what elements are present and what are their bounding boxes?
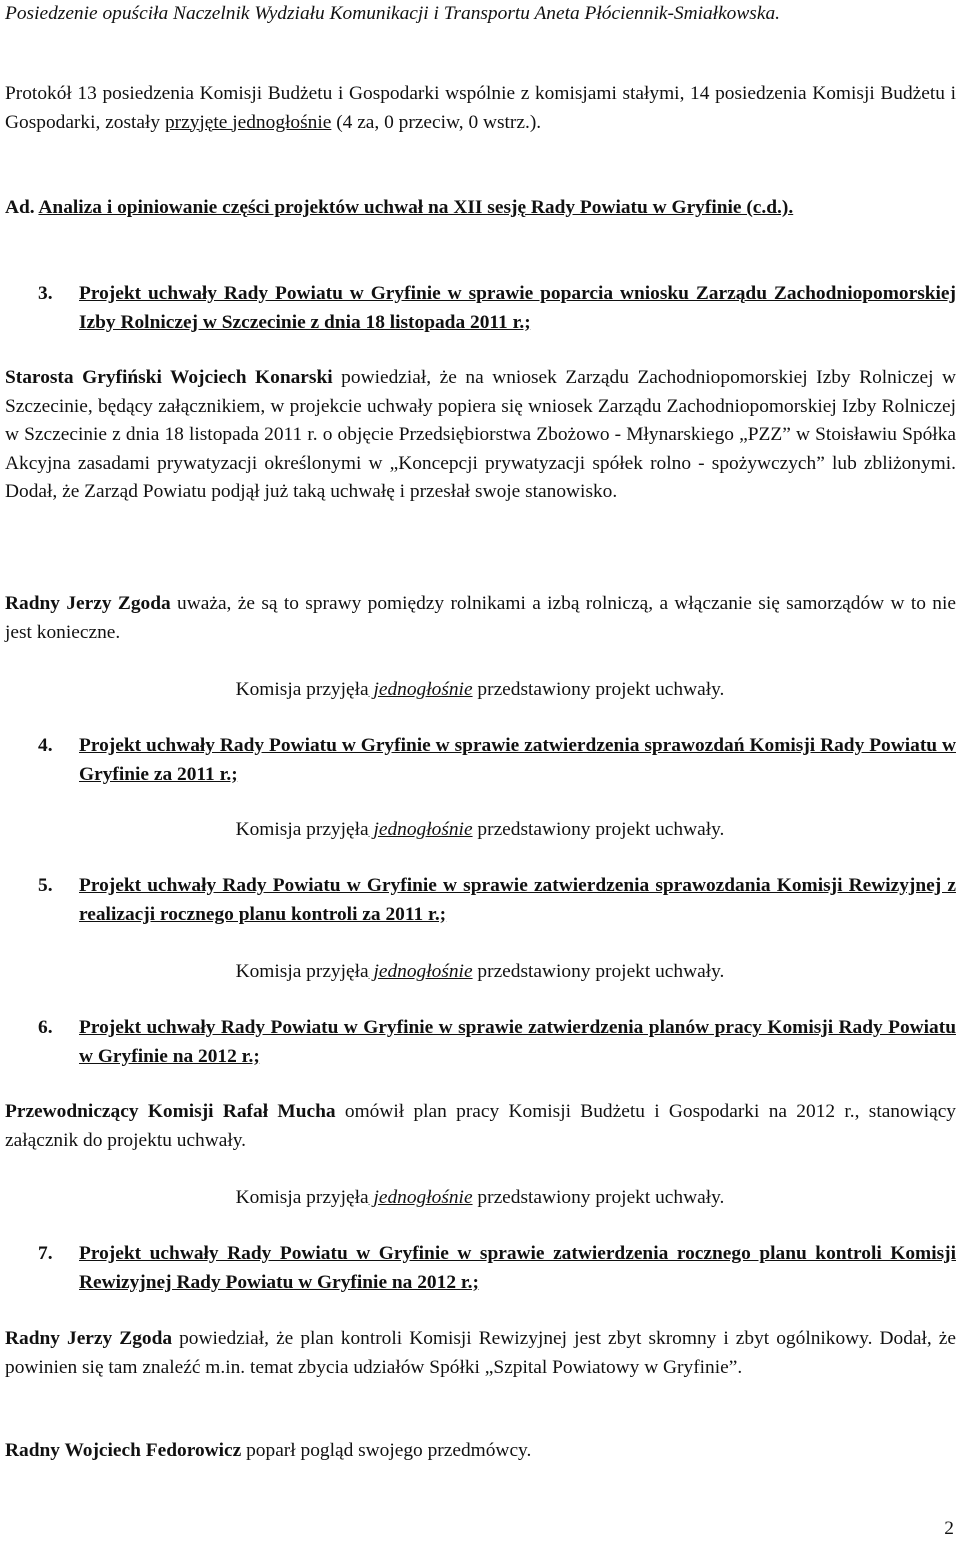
agenda-heading	[5, 194, 956, 223]
statement-text: uważa, że są to sprawy pomiędzy rolnikami a izbą rolniczą, a włączanie się samorządów w to nie jest konieczne.	[5, 593, 956, 643]
page-number: 2	[944, 1518, 954, 1539]
speaker-name: Radny Jerzy Zgoda	[5, 1328, 173, 1349]
item-number: 3.	[38, 283, 53, 304]
item-title: Projekt uchwały Rady Powiatu w Gryfinie w sprawie zatwierdzenia rocznego planu kontroli Komisji Rewizyjnej Rady Powiatu w Gryfinie na 2012 r.;	[79, 1243, 956, 1293]
speaker-name: Przewodniczący Komisji Rafał Mucha	[5, 1101, 336, 1122]
protocol-text: Protokół 13 posiedzenia Komisji Budżetu i Gospodarki wspólnie z komisjami stałymi, 14 posiedzenia Komisji Budżetu i Gospodarki, zostały	[5, 83, 956, 133]
item-title: Projekt uchwały Rady Powiatu w Gryfinie w sprawie zatwierdzenia sprawozdań Komisji Rady Powiatu w Gryfinie za 2011 r.;	[79, 735, 956, 785]
item-title: Projekt uchwały Rady Powiatu w Gryfinie w sprawie poparcia wniosku Zarządu Zachodniopomorskiej Izby Rolniczej w Szczecinie z dnia 18 listopada 2011 r.;	[79, 283, 956, 333]
agenda-label: Ad.	[5, 197, 35, 218]
statement-fedorowicz	[5, 1437, 956, 1466]
resolution-line: Komisja przyjęła jednogłośnie przedstawiony projekt uchwały.	[235, 961, 725, 982]
item-title: Projekt uchwały Rady Powiatu w Gryfinie w sprawie zatwierdzenia planów pracy Komisji Rady Powiatu w Gryfinie na 2012 r.;	[79, 1017, 956, 1067]
resolution-line: Komisja przyjęła jednogłośnie przedstawiony projekt uchwały.	[235, 819, 725, 840]
protocol-accepted: przyjęte jednogłośnie	[164, 111, 332, 133]
item-number: 5.	[38, 875, 53, 896]
agenda-text: Analiza i opiniowanie części projektów uchwał na XII sesję Rady Powiatu w Gryfinie (c.d.).	[38, 197, 794, 218]
item-number: 7.	[38, 1243, 53, 1264]
item-number: 4.	[38, 735, 53, 756]
resolution-line: Komisja przyjęła jednogłośnie przedstawiony projekt uchwały.	[235, 679, 725, 700]
statement-zgoda-2	[5, 1325, 956, 1382]
item-title: Projekt uchwały Rady Powiatu w Gryfinie w sprawie zatwierdzenia sprawozdania Komisji Rewizyjnej z realizacji rocznego planu kontroli za 2011 r.;	[79, 875, 956, 925]
statement-text: poparł pogląd swojego przedmówcy.	[241, 1440, 532, 1461]
intro-note: Posiedzenie opuściła Naczelnik Wydziału Komunikacji i Transportu Aneta Płóciennik-Smiałkowska.	[5, 3, 780, 24]
statement-zgoda	[5, 590, 956, 647]
statement-text: powiedział, że na wniosek Zarządu Zachodniopomorskiej Izby Rolniczej w Szczecinie, będący załącznikiem, w projekcie uchwały popiera się wniosek Zarządu Zachodniopomorskiej Izby Rolniczej w Szczecinie z dnia 18 listopada 2011 r. o objęcie Przedsiębiorstwa Zbożowo - Młynarskiego „PZZ” w Stoisławiu Spółka Akcyjna zasadami prywatyzacji określonymi w „Koncepcji prywatyzacji spółek rolno - spożywczych” lub zbliżonymi. Dodał, że Zarząd Powiatu podjął już taką uchwałę i przesłał swoje stanowisko.	[5, 367, 956, 503]
statement-text: omówił plan pracy Komisji Budżetu i Gospodarki na 2012 r., stanowiący załącznik do projektu uchwały.	[5, 1101, 957, 1151]
statement-mucha	[5, 1098, 956, 1155]
protocol-votes: (4 za, 0 przeciw, 0 wstrz.).	[331, 111, 542, 133]
speaker-name: Starosta Gryfiński Wojciech Konarski	[5, 367, 333, 388]
statement-starosta	[5, 364, 956, 507]
protocol-paragraph	[5, 80, 956, 137]
item-number: 6.	[38, 1017, 53, 1038]
speaker-name: Radny Wojciech Fedorowicz	[5, 1440, 242, 1461]
resolution-line: Komisja przyjęła jednogłośnie przedstawiony projekt uchwały.	[235, 1187, 725, 1208]
speaker-name: Radny Jerzy Zgoda	[5, 593, 171, 614]
statement-text: powiedział, że plan kontroli Komisji Rewizyjnej jest zbyt skromny i zbyt ogólnikowy. Dodał, że powinien się tam znaleźć m.in. temat zbycia udziałów Spółki „Szpital Powiatowy w Gryfinie”.	[5, 1328, 956, 1378]
